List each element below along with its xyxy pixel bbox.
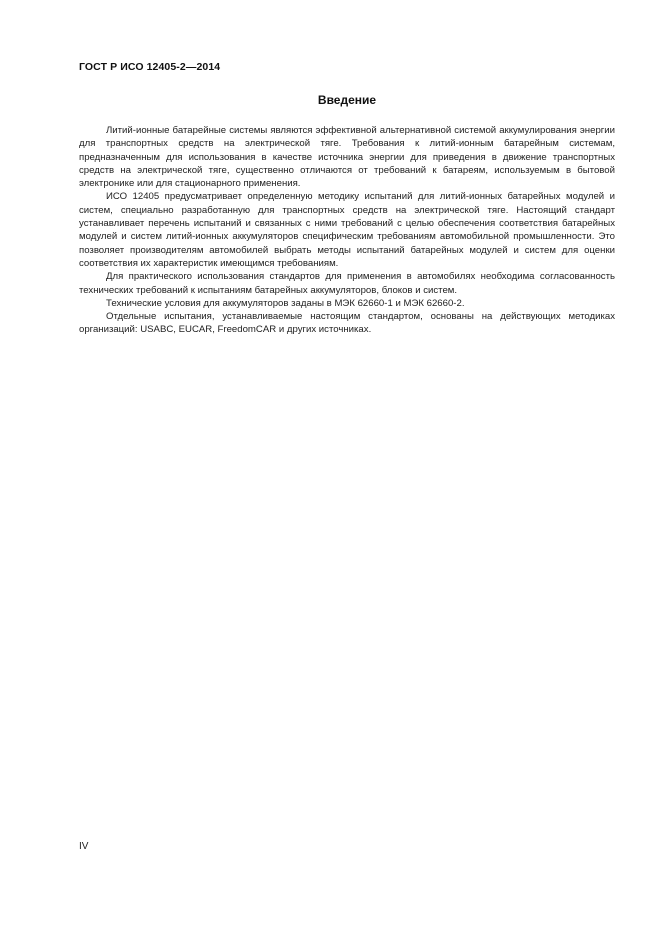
section-title: Введение bbox=[317, 93, 377, 107]
document-header: ГОСТ Р ИСО 12405-2—2014 bbox=[79, 61, 221, 73]
paragraph: Литий-ионные батарейные системы являются эффективной альтернативной системой аккумулирования энергии для транспортных средств на электрической тяге. Требования к литий-ионным батарейным системам, предназначенным для использования в качестве источника энергии для приведения в движение транспортных средств на электрической тяге, существенно отличаются от требований к батареям, используемым в бытовой электронике или для стационарного применения. bbox=[79, 125, 615, 190]
page-number: IV bbox=[79, 841, 89, 852]
paragraph: Для практического использования стандартов для применения в автомобилях необходима согласованность технических требований к испытаниям батарейных аккумуляторов, блоков и систем. bbox=[79, 271, 615, 296]
paragraph: Отдельные испытания, устанавливаемые настоящим стандартом, основаны на действующих методиках организаций: USABC, EUCAR, FreedomCAR и других источниках. bbox=[79, 311, 615, 336]
section-body bbox=[79, 124, 615, 337]
paragraph: ИСО 12405 предусматривает определенную методику испытаний для литий-ионных батарейных модулей и систем, специально разработанную для транспортных средств на электрической тяге. Настоящий стандарт устанавливает перечень испытаний и связанных с ними требований с целью обеспечения соответствия батарейных модулей и систем литий-ионных аккумуляторов специфическим требованиям автомобильной промышленности. Это позволяет производителям автомобилей выбрать методы испытаний батарейных модулей и систем для оценки соответствия их характеристик имеющимся требованиям. bbox=[79, 191, 615, 269]
paragraph: Технические условия для аккумуляторов заданы в МЭК 62660-1 и МЭК 62660-2. bbox=[106, 297, 465, 309]
